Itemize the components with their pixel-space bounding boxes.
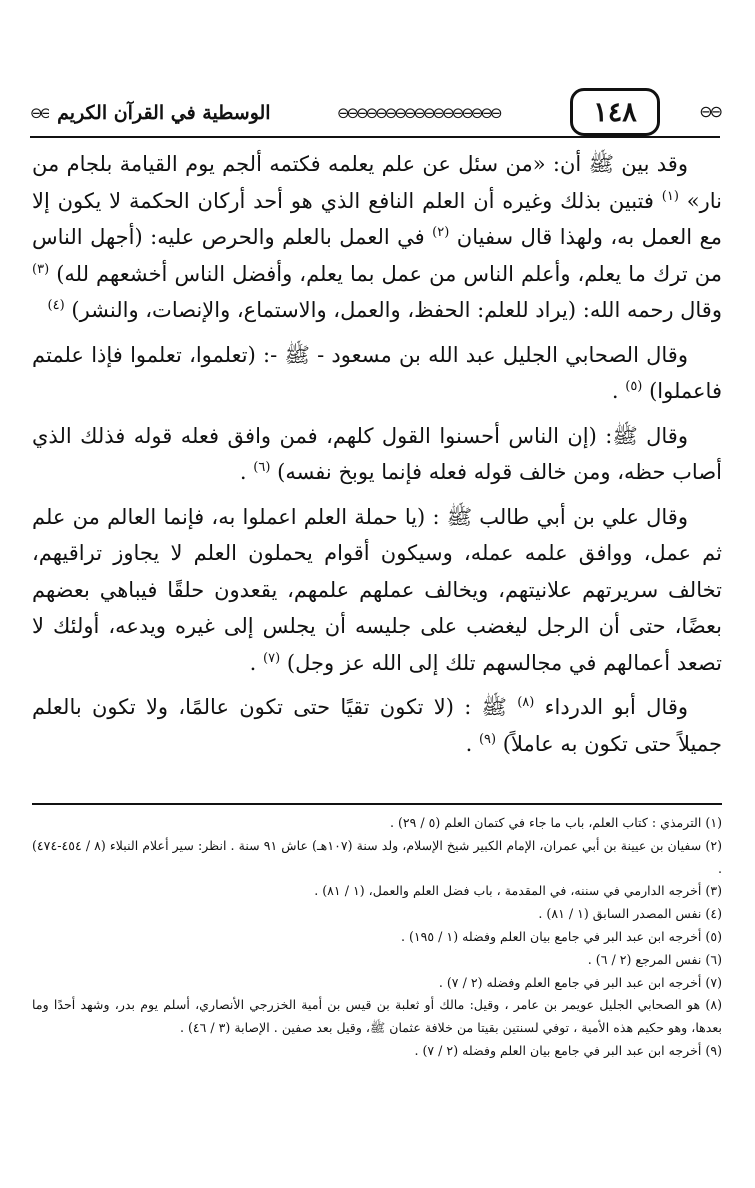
- footnote-8: (٨) هو الصحابي الجليل عويمر بن عامر ، وقيل: مالك أو ثعلبة بن قيس بن أمية الخزرجي الأنصاري، أسلم يوم بدر، وشهد أحدًا وما بعدها، وهو حكيم هذه الأمية ، توفي لسنتين بقيتا من خلافة عثمان ﷺ، وقيل بعد صفين . الإصابة (٣ / ٤٦) .: [32, 997, 722, 1036]
- footnote-ref-3[interactable]: (٣): [32, 261, 50, 277]
- footnote-ref-7[interactable]: (٧): [263, 650, 281, 666]
- footnote-ref-4[interactable]: (٤): [47, 298, 65, 313]
- header-rule: [30, 136, 720, 138]
- paragraph-1-text-c: في العمل بالعلم والحرص عليه: (أجهل الناس من ترك ما يعلم، وأعلم الناس من عمل بما يعلم، وأفضل الناس أخشعهم لله): [32, 225, 722, 286]
- paragraph-2: [32, 337, 722, 410]
- footnote-4: (٤) نفس المصدر السابق (١ / ٨١) .: [538, 906, 722, 922]
- header-ornament-left: ⊖⊖: [30, 104, 50, 122]
- footnote-ref-1[interactable]: (١): [661, 188, 679, 204]
- footnote-5: (٥) أخرجه ابن عبد البر في جامع بيان العلم وفضله (١ / ١٩٥) .: [400, 928, 722, 944]
- paragraph-3: [32, 418, 722, 491]
- footnote-ref-8[interactable]: (٨): [517, 695, 535, 710]
- page-header: [30, 88, 720, 142]
- paragraph-2-text: وقال الصحابي الجليل عبد الله بن مسعود - ﷺ -: (تعلموا، تعلموا فإذا علمتم فاعملوا): [32, 342, 722, 403]
- footnote-ref-2[interactable]: (٢): [432, 225, 450, 240]
- header-ornament-right: ⊖⊖: [699, 102, 720, 121]
- footnote-6: (٦) نفس المرجع (٢ / ٦) .: [587, 951, 722, 967]
- paragraph-5-text-a: وقال أبو الدرداء: [544, 695, 688, 719]
- paragraph-1: [32, 146, 722, 329]
- paragraph-4: [32, 499, 722, 682]
- paragraph-4-end: .: [249, 650, 257, 675]
- paragraph-2-end: .: [611, 379, 619, 403]
- footnote-ref-9[interactable]: (٩): [478, 731, 497, 747]
- page-number: ١٤٨: [593, 96, 637, 128]
- main-text: [32, 146, 722, 770]
- paragraph-5-text-b: ﷺ : (لا تكون تقيًا حتى تكون عالمًا، ولا تكون بالعلم جميلاً حتى تكون به عاملاً): [32, 695, 722, 756]
- footnote-separator: [32, 803, 722, 805]
- paragraph-5-end: .: [465, 731, 473, 756]
- paragraph-1-text-a: وقد بين ﷺ أن: «من سئل عن علم يعلمه فكتمه ألجم يوم القيامة بلجام من نار»: [32, 152, 722, 213]
- paragraph-1-text-b: فتبين بذلك وغيره أن العلم النافع الذي هو أحد أركان الحكمة لا يكون إلا مع العمل به، ولهذا قال سفيان: [32, 188, 722, 249]
- footnote-1: (١) الترمذي : كتاب العلم، باب ما جاء في كتمان العلم (٥ / ٢٩) .: [389, 815, 722, 830]
- paragraph-3-text: وقال ﷺ: (إن الناس أحسنوا القول كلهم، فمن وافق فعله قوله فذلك الذي أصاب حظه، ومن خالف قوله فعله فإنما يوبخ نفسه): [32, 423, 722, 484]
- footnote-2: (٢) سفيان بن عيينة بن أبي عمران، الإمام الكبير شيخ الإسلام، ولد سنة (١٠٧هـ) عاش ٩١ سنة . انظر: سير أعلام النبلاء (٨ / ٤٥٤-٤٧٤) .: [32, 837, 722, 876]
- paragraph-1-text-d: وقال رحمه الله: (يراد للعلم: الحفظ، والعمل، والاستماع، والإنصات، والنشر): [71, 298, 722, 322]
- paragraph-3-end: .: [239, 460, 247, 484]
- footnote-9: (٩) أخرجه ابن عبد البر في جامع بيان العلم وفضله (٢ / ٧) .: [414, 1042, 722, 1058]
- paragraph-4-text: وقال علي بن أبي طالب ﷺ : (يا حملة العلم اعملوا به، فإنما العالم من علم ثم عمل، ووافق علمه عمله، وسيكون أقوام يحملون العلم لا يجاوز تراقيهم، تخالف سريرتهم علانيتهم، ويخالف عملهم علمهم، يقعدون حلقًا فيباهي بعضهم بعضًا، حتى أن الرجل ليغضب على جليسه أن يجلس إلى غيره ويدعه، أولئك لا تصعد أعمالهم في مجالسهم تلك إلى الله عز وجل): [32, 504, 722, 675]
- header-ornament-middle: ⊖⊖⊖⊖⊖⊖⊖⊖⊖⊖⊖⊖⊖⊖⊖⊖⊖: [336, 104, 500, 122]
- footnotes: [32, 812, 722, 1063]
- footnote-ref-6[interactable]: (٦): [253, 460, 271, 475]
- page-number-box: [570, 88, 660, 136]
- footnote-3: (٣) أخرجه الدارمي في سننه، في المقدمة ، باب فضل العلم والعمل، (١ / ٨١) .: [314, 883, 722, 899]
- book-title: الوسطية في القرآن الكريم: [57, 102, 271, 124]
- paragraph-5: [32, 689, 722, 762]
- header-line: [30, 98, 560, 128]
- footnote-7: (٧) أخرجه ابن عبد البر في جامع العلم وفضله (٢ / ٧) .: [438, 974, 722, 990]
- footnote-ref-5[interactable]: (٥): [625, 379, 643, 394]
